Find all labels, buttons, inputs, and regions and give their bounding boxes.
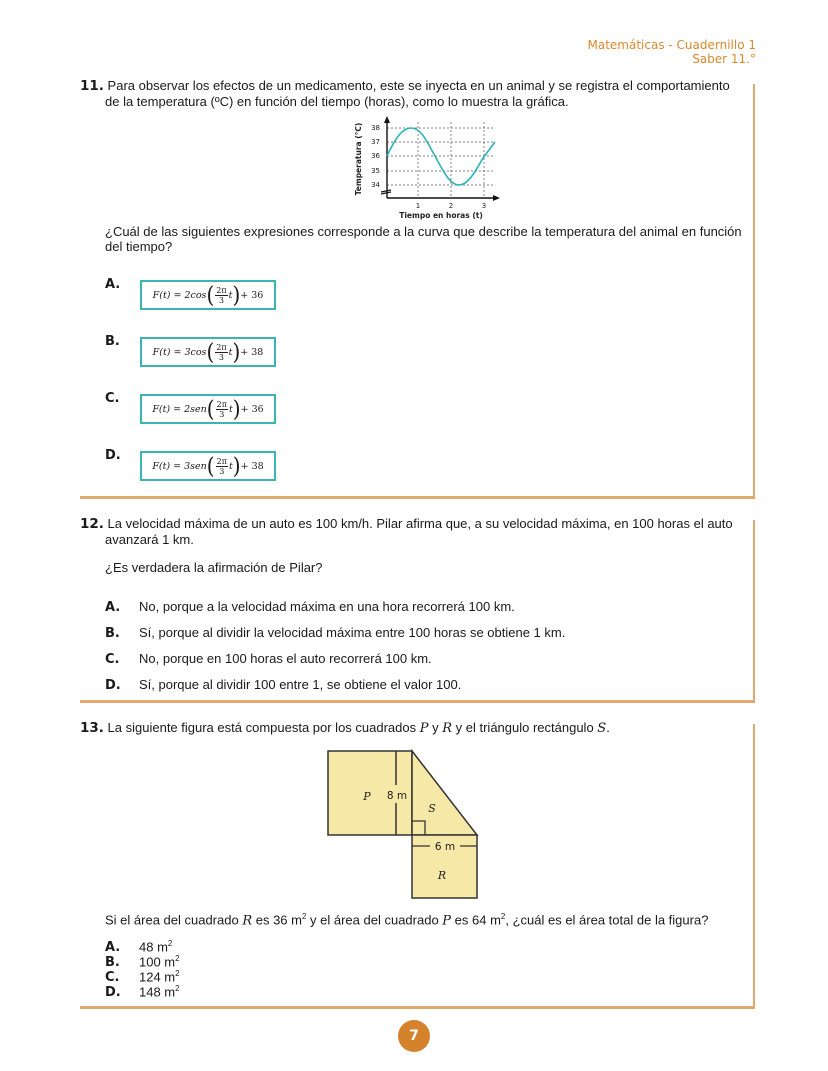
header-grade: Saber 11.°	[692, 52, 756, 66]
right-paren: )	[232, 452, 241, 480]
question-13-text	[80, 720, 760, 736]
formula-lhs: F(t) = 3cos	[152, 346, 207, 358]
denominator: 3	[219, 409, 225, 419]
superscript: 2	[175, 984, 180, 993]
option-letter: D.	[105, 985, 121, 1001]
fraction	[215, 286, 227, 305]
left-paren: (	[206, 338, 215, 366]
y-tick: 37	[371, 138, 380, 146]
option-text: No, porque a la velocidad máxima en una hora recorrerá 100 km.	[139, 599, 515, 614]
question-13-prompt	[105, 909, 765, 928]
fraction	[216, 457, 228, 476]
question-number: 13.	[80, 720, 104, 736]
denominator: 3	[219, 466, 225, 476]
option-c-formula[interactable]	[140, 394, 276, 424]
question-number: 12.	[80, 516, 104, 532]
question-text: La velocidad máxima de un auto es 100 km/h. Pilar afirma que, a su velocidad máxima, en 100 horas el auto	[107, 516, 733, 531]
page-header	[588, 38, 757, 66]
option-text: No, porque en 100 horas el auto recorrerá 100 km.	[139, 651, 432, 666]
numerator: 2π	[216, 342, 227, 352]
option-letter: C.	[105, 970, 120, 986]
label-s: S	[428, 802, 436, 815]
question-number: 11.	[80, 78, 104, 94]
option-b[interactable]	[105, 625, 565, 641]
prompt-line: del tiempo?	[105, 239, 173, 254]
question-text: .	[606, 720, 610, 735]
right-paren: )	[232, 338, 241, 366]
var-s: S	[597, 721, 607, 736]
option-text: Sí, porque al dividir 100 entre 1, se obtiene el valor 100.	[139, 677, 462, 692]
option-letter: B.	[105, 955, 120, 971]
x-tick: 1	[415, 202, 421, 210]
question-12-prompt: ¿Es verdadera la afirmación de Pilar?	[105, 560, 323, 575]
question-text-cont: avanzará 1 km.	[105, 532, 194, 547]
option-letter: B.	[105, 626, 120, 641]
label-6m: 6 m	[434, 841, 456, 853]
option-d-formula[interactable]	[140, 451, 276, 481]
option-text: Sí, porque al dividir la velocidad máxima entre 100 horas se obtiene 1 km.	[139, 625, 566, 640]
fraction	[215, 343, 227, 362]
prompt-text: y el área del cuadrado	[306, 912, 443, 928]
option-letter-d: D.	[105, 448, 121, 463]
left-paren: (	[206, 395, 215, 423]
formula-lhs: F(t) = 2cos	[152, 289, 207, 301]
question-11-prompt	[105, 224, 765, 254]
label-8m: 8 m	[386, 790, 408, 802]
option-letter-b: B.	[105, 334, 120, 349]
geometry-figure	[320, 745, 490, 905]
y-tick: 38	[371, 124, 380, 132]
var-p: P	[419, 721, 429, 736]
formula-lhs: F(t) = 3sen	[152, 460, 207, 472]
numerator: 2π	[216, 456, 227, 466]
option-d[interactable]	[105, 677, 461, 693]
question-text: Para observar los efectos de un medicamento, este se inyecta en un animal y se registra el comportamiento	[107, 78, 730, 93]
option-letter-a: A.	[105, 277, 121, 292]
variable: t	[228, 346, 233, 358]
option-letter-c: C.	[105, 391, 120, 406]
question-11-text	[80, 78, 760, 109]
temperature-curve	[387, 128, 495, 185]
superscript: 2	[167, 939, 173, 948]
question-text: y	[428, 720, 443, 735]
superscript: 2	[175, 954, 180, 963]
left-paren: (	[206, 452, 215, 480]
right-paren: )	[232, 395, 241, 423]
question-text-cont: de la temperatura (ºC) en función del tiempo (horas), como lo muestra la gráfica.	[105, 94, 569, 109]
numerator: 2π	[216, 285, 227, 295]
temperature-chart	[350, 114, 510, 226]
formula-constant: + 36	[240, 403, 264, 415]
x-axis-label: Tiempo en horas (t)	[399, 211, 483, 220]
x-tick: 3	[481, 202, 487, 210]
variable: t	[228, 289, 233, 301]
question-12-text	[80, 516, 760, 547]
y-tick: 36	[371, 152, 380, 160]
triangle-s	[412, 751, 477, 835]
formula-constant: + 36	[240, 289, 264, 301]
numerator: 2π	[216, 399, 227, 409]
fraction	[216, 400, 228, 419]
question-text: y el triángulo rectángulo	[452, 720, 598, 735]
option-d[interactable]	[105, 982, 180, 1000]
var-r: R	[442, 721, 453, 736]
header-subject: Matemáticas - Cuadernillo 1	[587, 38, 756, 52]
formula-lhs: F(t) = 2sen	[152, 403, 207, 415]
x-tick: 2	[448, 202, 454, 210]
y-axis-label: Temperatura (°C)	[354, 122, 363, 196]
page-number-badge: 7	[398, 1020, 430, 1052]
prompt-text: Si el área del cuadrado	[105, 912, 243, 928]
option-value: 148 m	[139, 984, 176, 1000]
option-value: 100 m	[139, 954, 176, 970]
option-letter: A.	[105, 600, 121, 615]
superscript: 2	[500, 912, 506, 921]
option-letter: C.	[105, 652, 120, 667]
denominator: 3	[218, 295, 224, 305]
denominator: 3	[218, 352, 224, 362]
label-p: P	[363, 790, 371, 803]
right-paren: )	[232, 281, 241, 309]
superscript: 2	[175, 969, 180, 978]
option-a[interactable]	[105, 599, 515, 615]
prompt-line: ¿Cuál de las siguientes expresiones corresponde a la curva que describe la temperatura del animal en función	[105, 224, 742, 239]
variable: t	[228, 403, 233, 415]
superscript: 2	[301, 912, 307, 921]
option-letter: D.	[105, 678, 121, 693]
variable: t	[228, 460, 233, 472]
left-paren: (	[206, 281, 215, 309]
option-value: 48 m	[139, 939, 168, 955]
prompt-text: , ¿cuál es el área total de la figura?	[505, 912, 709, 928]
label-r: R	[437, 869, 447, 882]
var-r: R	[242, 913, 253, 929]
formula-constant: + 38	[240, 460, 264, 472]
prompt-text: es 36 m	[252, 912, 302, 928]
formula-constant: + 38	[240, 346, 264, 358]
y-tick: 34	[371, 181, 380, 189]
var-p: P	[442, 913, 452, 929]
question-text: La siguiente figura está compuesta por los cuadrados	[107, 720, 420, 735]
option-value: 124 m	[139, 969, 176, 985]
prompt-text: es 64 m	[451, 912, 501, 928]
option-a-formula[interactable]	[140, 280, 276, 310]
option-c[interactable]	[105, 651, 432, 667]
option-letter: A.	[105, 940, 121, 956]
y-tick: 35	[371, 167, 380, 175]
option-b-formula[interactable]	[140, 337, 276, 367]
